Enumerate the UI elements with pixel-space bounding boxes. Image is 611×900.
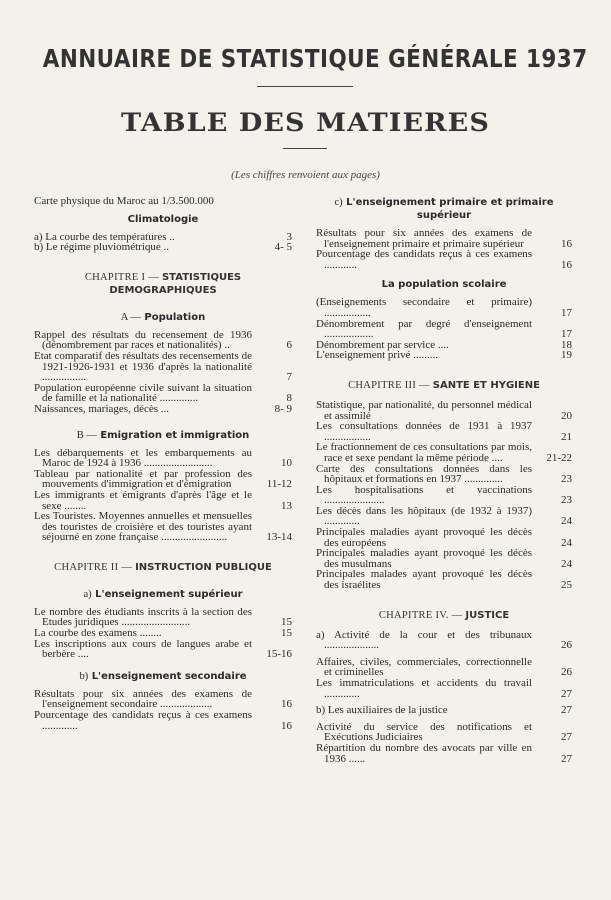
section-label: A — (120, 311, 141, 323)
toc-entry-page: 21 (561, 430, 572, 443)
toc-entry-text: Population européenne civile suivant la situation de famille et la nationalité .............. (34, 381, 252, 405)
section-title: Population (144, 311, 206, 323)
toc-entry (34, 242, 292, 253)
toc-entry-page: 10 (281, 457, 292, 470)
toc-entry-text: Pourcentage des candidats reçus à ces examens ............. (34, 709, 252, 732)
toc-entry-text: Les immigrants et émigrants d'après l'âge et le sexe ........ (34, 488, 252, 512)
section-label: B — (76, 429, 97, 441)
toc-entry (316, 678, 572, 699)
toc-entry-page: 27 (561, 687, 572, 700)
toc-entry (34, 404, 292, 415)
chapter-heading-1 (34, 271, 292, 297)
toc-entry-page: 27 (561, 752, 572, 765)
chapter-title: SANTE ET HYGIENE (432, 379, 540, 391)
toc-entry-page: 8- 9 (274, 402, 292, 415)
toc-entry (316, 421, 572, 442)
toc-entry-page: 11-12 (266, 478, 292, 491)
toc-entry-page: 17 (561, 328, 572, 341)
toc-entry-page: 26 (561, 639, 572, 652)
toc-entry-text: Le nombre des étudiants inscrits à la section des Etudes juridiques ......................... (34, 605, 252, 629)
toc-entry-text: Carte physique du Maroc au 1/3.500.000 (34, 195, 214, 207)
section-heading-population (34, 311, 292, 324)
toc-entry (316, 485, 572, 506)
toc-entry-text: Les hospitalisations et vaccinations ...................... (316, 483, 532, 507)
toc-entry-page: 18 (561, 338, 572, 351)
toc-entry (316, 400, 572, 421)
toc-entry-text: Tableau par nationalité et par profession des mouvements d'immigration et d'émigration (34, 467, 252, 491)
toc-entry-text: (Enseignements secondaire et primaire) ................. (316, 296, 532, 319)
toc-entry (316, 548, 572, 569)
chapter-label: CHAPITRE IV. — (378, 609, 463, 621)
toc-entry-page: 23 (561, 473, 572, 486)
toc-entry-text: Dénombrement par service .... (316, 338, 449, 351)
toc-entry-page: 25 (561, 579, 572, 592)
toc-entry-text: Dénombrement par degré d'enseignement .................. (316, 317, 532, 341)
toc-entry (316, 228, 572, 249)
section-heading-climatologie: Climatologie (127, 213, 199, 225)
section-heading-superieur (34, 588, 292, 601)
toc-entry (316, 527, 572, 548)
toc-entry-page: 16 (561, 258, 572, 271)
chapter-label: CHAPITRE II — (54, 561, 133, 573)
section-heading-primaire (316, 196, 572, 222)
toc-entry-page: 15 (281, 616, 292, 629)
section-title: Emigration et immigration (100, 429, 250, 441)
toc-entry-text: Pourcentage des candidats reçus à ces examens ............ (316, 248, 532, 271)
toc-entry-text: La courbe des examens ........ (34, 627, 162, 640)
toc-entry-text: a) La courbe des températures .. (34, 230, 175, 243)
toc-entry-text: Les inscriptions aux cours de langues arabe et berbère .... (34, 637, 252, 661)
toc-entry (316, 705, 572, 716)
toc-entry-page: 20 (561, 409, 572, 422)
toc-entry (316, 722, 572, 743)
chapter-title: INSTRUCTION PUBLIQUE (135, 561, 272, 573)
toc-entry (34, 710, 292, 731)
chapter-label: CHAPITRE III — (348, 379, 430, 391)
chapter-heading-2 (34, 561, 292, 574)
heading-divider (283, 148, 327, 149)
toc-entry-text: Les décès dans les hôpitaux (de 1932 à 1937) ............. (316, 504, 532, 528)
toc-entry-page: 4- 5 (274, 241, 292, 254)
toc-entry (34, 511, 292, 543)
toc-entry-text: Principales malades ayant provoqué les décès des israélites (316, 568, 532, 592)
section-heading-emigration (34, 429, 292, 442)
toc-entry-page: 26 (561, 666, 572, 679)
toc-entry-text: Statistique, par nationalité, du personnel médical et assimilé (316, 398, 532, 422)
toc-entry-page: 24 (561, 515, 572, 528)
toc-entry-page: 6 (286, 339, 292, 352)
toc-entry (34, 469, 292, 490)
toc-entry-page: 21-22 (546, 451, 572, 464)
toc-entry-page: 3 (286, 230, 292, 243)
toc-entry-page: 15-16 (266, 648, 292, 661)
section-title: L'enseignement secondaire (91, 670, 247, 682)
toc-entry-text: Naissances, mariages, décès ... (34, 402, 170, 415)
toc-entry-text: a) Activité de la cour et des tribunaux .................... (316, 628, 532, 652)
toc-entry-page: 19 (561, 349, 572, 362)
toc-entry-page: 13-14 (266, 531, 292, 544)
toc-entry-text: Les consultations données de 1931 à 1937 ................. (316, 420, 532, 443)
section-label: a) (83, 588, 92, 600)
page-note: (Les chiffres renvoient aux pages) (231, 169, 380, 181)
toc-entry-page: 24 (561, 536, 572, 549)
chapter-heading-4 (316, 609, 572, 622)
toc-entry-carte (34, 196, 292, 207)
toc-entry-page: 24 (561, 557, 572, 570)
toc-entry-page: 7 (286, 371, 292, 384)
toc-entry (34, 351, 292, 383)
toc-entry-text: Les Touristes. Moyennes annuelles et mensuelles des touristes de croisière et des touristes ayant séjourné en zone française ........................ (34, 510, 252, 544)
toc-entry-text: Répartition du nombre des avocats par ville en 1936 ...... (316, 741, 532, 765)
toc-entry-page: 8 (286, 392, 292, 405)
section-title: L'enseignement primaire et primaire supérieur (346, 197, 554, 221)
page-title: ANNUAIRE DE STATISTIQUE GÉNÉRALE 1937 (42, 44, 588, 73)
section-heading-secondaire (34, 670, 292, 683)
toc-entry-text: Activité du service des notifications et Exécutions Judiciaires (316, 720, 532, 744)
toc-entry-text: b) Les auxiliaires de la justice (316, 704, 448, 717)
toc-entry-text: Les immatriculations et accidents du travail ............. (316, 677, 532, 700)
toc-heading: TABLE DES MATIERES (121, 108, 490, 137)
toc-entry-text: Principales maladies ayant provoqué les décès des européens (316, 526, 532, 549)
toc-entry (316, 297, 572, 318)
toc-entry-page: 27 (561, 704, 572, 717)
toc-entry-text: Résultats pour six années des examens de l'enseignement primaire et primaire supérieur (316, 227, 532, 250)
toc-entry (34, 607, 292, 628)
toc-entry-page: 17 (561, 306, 572, 319)
toc-entry-text: b) Le régime pluviométrique .. (34, 241, 170, 254)
toc-entry-text: L'enseignement privé ......... (316, 349, 439, 362)
toc-entry (316, 350, 572, 361)
toc-entry-text: Le fractionnement de ces consultations par mois, race et sexe pendant la même période .... (316, 441, 532, 464)
toc-entry (316, 464, 572, 485)
toc-entry-text: Carte des consultations données dans les hôpitaux et formations en 1937 .............. (316, 462, 532, 486)
section-title: L'enseignement supérieur (95, 588, 243, 600)
chapter-title: STATISTIQUES DEMOGRAPHIQUES (109, 271, 242, 296)
chapter-label: CHAPITRE I — (84, 271, 160, 283)
toc-entry-page: 23 (561, 494, 572, 507)
toc-left-column (34, 196, 292, 731)
toc-entry (34, 330, 292, 351)
toc-entry-page: 16 (281, 719, 292, 732)
toc-entry-text: Résultats pour six années des examens de l'enseignement secondaire ................... (34, 687, 252, 711)
toc-entry-text: Etat comparatif des résultats des recensements de 1921-1926-1931 et 1936 d'après la nationalité ................ (34, 349, 252, 384)
title-divider (257, 86, 353, 87)
toc-entry-page: 16 (281, 698, 292, 711)
toc-entry (316, 319, 572, 340)
toc-entry (316, 249, 572, 270)
chapter-heading-3 (316, 379, 572, 392)
toc-entry-page: 27 (561, 731, 572, 744)
section-label: c) (334, 197, 343, 208)
toc-entry (34, 383, 292, 404)
toc-entry (316, 630, 572, 651)
toc-entry (316, 657, 572, 678)
toc-entry-page: 16 (561, 237, 572, 250)
toc-right-column (316, 196, 572, 764)
toc-entry-page: 13 (281, 499, 292, 512)
toc-entry (316, 506, 572, 527)
toc-entry-text: Les débarquements et les embarquements au Maroc de 1924 à 1936 ......................... (34, 446, 252, 470)
toc-entry-text: Rappel des résultats du recensement de 1936 (dénombrement par races et nationalités) .. (34, 328, 252, 352)
chapter-title: JUSTICE (465, 609, 510, 621)
section-heading-scolaire: La population scolaire (381, 279, 507, 291)
toc-entry (34, 448, 292, 469)
toc-entry (316, 442, 572, 463)
toc-entry-text: Affaires, civiles, commerciales, correctionnelle et criminelles (316, 655, 532, 679)
toc-entry-text: Principales maladies ayant provoqué les décès des musulmans (316, 547, 532, 570)
toc-entry (34, 689, 292, 710)
toc-entry (34, 490, 292, 511)
toc-entry (34, 639, 292, 660)
section-label: b) (79, 670, 89, 682)
toc-entry (316, 569, 572, 590)
toc-entry (316, 743, 572, 764)
toc-entry-page: 15 (281, 627, 292, 640)
